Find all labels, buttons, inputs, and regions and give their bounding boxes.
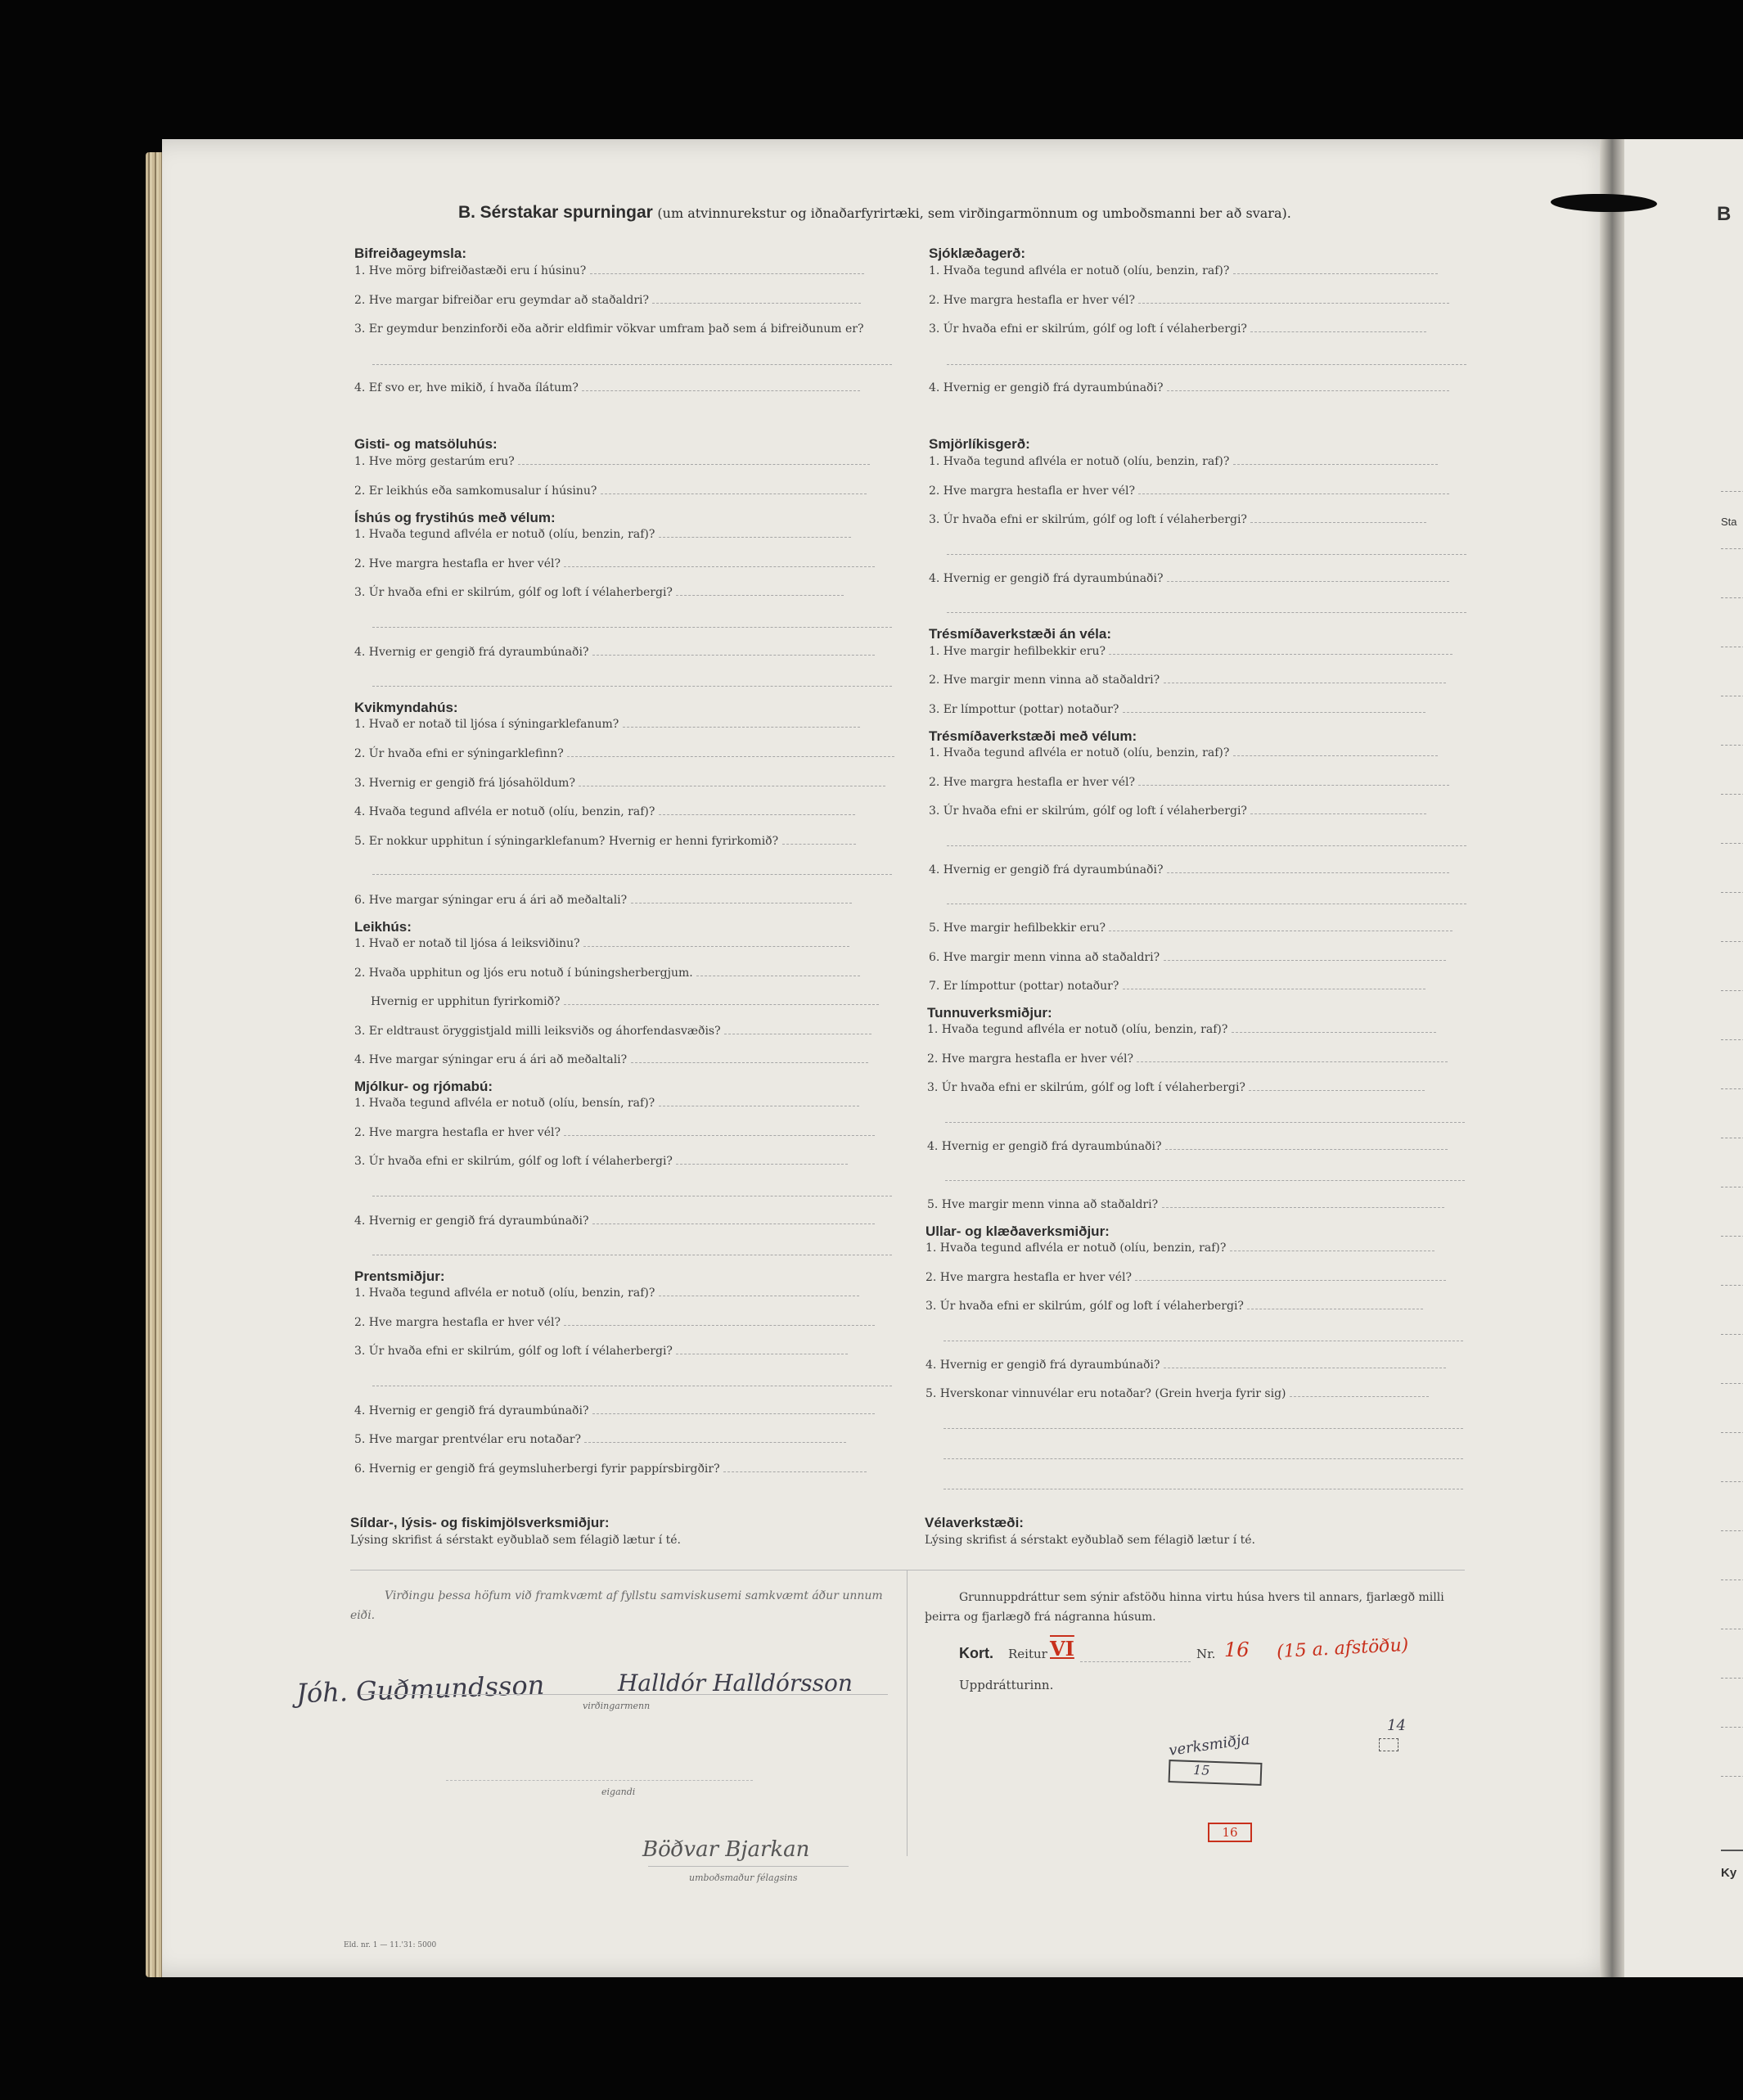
nr-label: Nr. — [1196, 1647, 1216, 1661]
question: 2. Hve margra hestafla er hver vél? — [929, 484, 1449, 498]
question: 3. Úr hvaða efni er skilrúm, gólf og loft í vélaherbergi? — [929, 322, 1426, 336]
next-page-edge — [1624, 139, 1743, 1977]
signature-1: Jóh. Guðmundsson — [295, 1669, 545, 1710]
footer-divider — [907, 1570, 908, 1856]
question: 4. Hvernig er gengið frá dyraumbúnaði? — [926, 1359, 1446, 1372]
question: 5. Hve margar prentvélar eru notaðar? — [354, 1433, 846, 1446]
question: 3. Úr hvaða efni er skilrúm, gólf og loft í vélaherbergi? — [926, 1300, 1423, 1313]
signature-3: Böðvar Bjarkan — [642, 1837, 810, 1862]
question: 7. Er límpottur (pottar) notaður? — [929, 980, 1425, 993]
label-eigandi: eigandi — [601, 1787, 636, 1797]
section-letter: B. — [458, 203, 475, 222]
question: 1. Hvað er notað til ljósa í sýningarklefanum? — [354, 718, 860, 731]
question: 1. Hvaða tegund aflvéla er notuð (olíu, bensín, raf)? — [354, 1097, 859, 1110]
question: 2. Hve margra hestafla er hver vél? — [354, 1316, 875, 1329]
question: 2. Hve margra hestafla er hver vél? — [929, 294, 1449, 307]
question: 4. Hvernig er gengið frá dyraumbúnaði? — [354, 1404, 875, 1417]
question: 4. Hvernig er gengið frá dyraumbúnaði? — [929, 381, 1449, 394]
owner-line — [446, 1780, 753, 1781]
question: 2. Hve margra hestafla er hver vél? — [354, 557, 875, 570]
question: 4. Hvernig er gengið frá dyraumbúnaði? — [354, 1214, 875, 1228]
sketch-14-label: 14 — [1387, 1717, 1406, 1734]
next-page-ky: Ky — [1721, 1866, 1737, 1880]
question: 1. Hvaða tegund aflvéla er notuð (olíu, benzin, raf)? — [927, 1023, 1436, 1036]
reitur-value: VI — [1050, 1637, 1074, 1661]
question: 5. Hverskonar vinnuvélar eru notaðar? (Grein hverja fyrir sig) — [926, 1387, 1429, 1400]
uppdrattur-label: Uppdrátturinn. — [959, 1678, 1054, 1692]
question: 2. Hve margra hestafla er hver vél? — [929, 776, 1449, 789]
question: 1. Hvaða tegund aflvéla er notuð (olíu, benzin, raf)? — [354, 528, 851, 541]
question: 1. Hve margir hefilbekkir eru? — [929, 645, 1452, 658]
question: 1. Hve mörg bifreiðastæði eru í húsinu? — [354, 264, 864, 277]
question: 1. Hvaða tegund aflvéla er notuð (olíu, benzin, raf)? — [929, 455, 1438, 468]
heading-tresmidaverkstaedi-med: Trésmíðaverkstæði með vélum: — [929, 728, 1137, 744]
label-virdingarmenn: virðingarmenn — [583, 1701, 651, 1711]
grunnuppdrattur-text: Grunnuppdráttur sem sýnir afstöðu hinna virtu húsa hvers til annars, fjarlægð milli þeirra og fjarlægð frá nágranna húsum. — [925, 1591, 1444, 1624]
sketch-label: verksmiðja — [1168, 1731, 1251, 1760]
heading-sjoklaedagerd: Sjóklæðagerð: — [929, 246, 1026, 261]
heading-tunnuverksmidjur: Tunnuverksmiðjur: — [927, 1005, 1052, 1021]
heading-leikhus: Leikhús: — [354, 919, 412, 935]
question: 3. Úr hvaða efni er skilrúm, gólf og loft í vélaherbergi? — [927, 1081, 1425, 1094]
question: 2. Hve margra hestafla er hver vél? — [926, 1271, 1446, 1284]
heading-velaverkstaedi: Vélaverkstæði: — [925, 1515, 1024, 1530]
question: 3. Úr hvaða efni er skilrúm, gólf og loft í vélaherbergi? — [929, 804, 1426, 818]
sketch-building-16: 16 — [1208, 1823, 1252, 1842]
section-title — [458, 203, 1291, 223]
heading-prentsmidjur: Prentsmiðjur: — [354, 1269, 445, 1284]
print-code: Eld. nr. 1 — 11.'31: 5000 — [344, 1941, 437, 1949]
agent-line — [648, 1866, 849, 1867]
question: 3. Hvernig er gengið frá ljósahöldum? — [354, 777, 885, 790]
question: 5. Er nokkur upphitun í sýningarklefanum? Hvernig er henni fyrirkomið? — [354, 835, 856, 848]
question: 1. Hve mörg gestarúm eru? — [354, 455, 870, 468]
heading-gistihus: Gisti- og matsöluhús: — [354, 436, 498, 452]
question: 6. Hve margir menn vinna að staðaldri? — [929, 951, 1446, 964]
declaration-text: Virðingu þessa höfum við framkvæmt af fyllstu samviskusemi samkvæmt áður unnum eiði. — [350, 1589, 883, 1622]
signature-2: Halldór Halldórsson — [618, 1670, 853, 1697]
question: 3. Er límpottur (pottar) notaður? — [929, 703, 1425, 716]
question: 1. Hvaða tegund aflvéla er notuð (olíu, benzin, raf)? — [354, 1287, 859, 1300]
question: 1. Hvaða tegund aflvéla er notuð (olíu, benzin, raf)? — [926, 1242, 1434, 1255]
question: 3. Úr hvaða efni er skilrúm, gólf og loft í vélaherbergi? — [354, 586, 844, 599]
question: 6. Hve margar sýningar eru á ári að meðaltali? — [354, 894, 852, 907]
question: 6. Hvernig er gengið frá geymsluherbergi fyrir pappírsbirgðir? — [354, 1462, 867, 1476]
question: 3. Er eldtraust öryggistjald milli leiksviðs og áhorfendasvæðis? — [354, 1025, 872, 1038]
nr-note: (15 a. afstöðu) — [1276, 1634, 1409, 1663]
question: 1. Hvaða tegund aflvéla er notuð (olíu, benzin, raf)? — [929, 746, 1438, 759]
question: 2. Er leikhús eða samkomusalur í húsinu? — [354, 484, 867, 498]
next-page-letter: B — [1717, 203, 1732, 225]
question: 4. Hvernig er gengið frá dyraumbúnaði? — [354, 646, 875, 659]
reitur-label: Reitur — [1008, 1647, 1047, 1661]
question: 2. Hve margar bifreiðar eru geymdar að staðaldri? — [354, 294, 861, 307]
question: 4. Hve margar sýningar eru á ári að meðaltali? — [354, 1053, 868, 1066]
next-page-sta: Sta — [1721, 516, 1737, 528]
label-umbodsmadur: umboðsmaður félagsins — [689, 1872, 798, 1883]
heading-ullarverksmidjur: Ullar- og klæðaverksmiðjur: — [926, 1223, 1110, 1239]
question: 4. Hvernig er gengið frá dyraumbúnaði? — [929, 572, 1449, 585]
question: 5. Hve margir menn vinna að staðaldri? — [927, 1198, 1444, 1211]
heading-smjorlikisgerd: Smjörlíkisgerð: — [929, 436, 1030, 452]
sketch-building-14 — [1379, 1738, 1398, 1751]
question: 2. Hve margir menn vinna að staðaldri? — [929, 674, 1446, 687]
heading-bifreidageymsla: Bifreiðageymsla: — [354, 246, 466, 261]
kort-label: Kort. — [959, 1645, 993, 1661]
nr-value: 16 — [1224, 1638, 1250, 1661]
question: 2. Hvaða upphitun og ljós eru notuð í búningsherbergjum. — [354, 967, 860, 980]
question: 5. Hve margir hefilbekkir eru? — [929, 922, 1452, 935]
question: 2. Hve margra hestafla er hver vél? — [927, 1052, 1448, 1066]
signature-line — [360, 1694, 888, 1695]
question: 1. Hvaða tegund aflvéla er notuð (olíu, benzin, raf)? — [929, 264, 1438, 277]
question: 4. Hvernig er gengið frá dyraumbúnaði? — [929, 863, 1449, 877]
question: 3. Er geymdur benzinforði eða aðrir eldfimir vökvar umfram það sem á bifreiðunum er? — [354, 322, 864, 336]
book-gutter — [1600, 139, 1624, 1977]
heading-sildarverksmidjur: Síldar-, lýsis- og fiskimjölsverksmiðjur: — [350, 1515, 610, 1530]
question: 4. Ef svo er, hve mikið, í hvaða ílátum? — [354, 381, 860, 394]
question: 1. Hvað er notað til ljósa á leiksviðinu? — [354, 937, 849, 950]
question: 4. Hvernig er gengið frá dyraumbúnaði? — [927, 1140, 1448, 1153]
note: Lýsing skrifist á sérstakt eyðublað sem félagið lætur í té. — [925, 1534, 1255, 1547]
heading-mjolkurbu: Mjólkur- og rjómabú: — [354, 1079, 493, 1094]
sketch-building-15: 15 — [1169, 1760, 1263, 1786]
question: 4. Hvaða tegund aflvéla er notuð (olíu, benzin, raf)? — [354, 805, 855, 818]
question: 3. Úr hvaða efni er skilrúm, gólf og loft í vélaherbergi? — [354, 1155, 848, 1168]
question: Hvernig er upphitun fyrirkomið? — [371, 995, 879, 1008]
heading-tresmidaverkstaedi-an: Trésmíðaverkstæði án véla: — [929, 626, 1112, 642]
section-heading: Sérstakar spurningar — [480, 203, 653, 222]
question: 3. Úr hvaða efni er skilrúm, gólf og loft í vélaherbergi? — [354, 1345, 848, 1358]
heading-ishus: Íshús og frystihús með vélum: — [354, 510, 556, 525]
question: 2. Hve margra hestafla er hver vél? — [354, 1126, 875, 1139]
question: 3. Úr hvaða efni er skilrúm, gólf og loft í vélaherbergi? — [929, 513, 1426, 526]
question: 2. Úr hvaða efni er sýningarklefinn? — [354, 747, 894, 760]
section-subtitle: (um atvinnurekstur og iðnaðarfyrirtæki, sem virðingarmönnum og umboðsmanni ber að svara). — [657, 205, 1291, 221]
heading-kvikmyndahus: Kvikmyndahús: — [354, 700, 458, 715]
note: Lýsing skrifist á sérstakt eyðublað sem félagið lætur í té. — [350, 1534, 681, 1547]
